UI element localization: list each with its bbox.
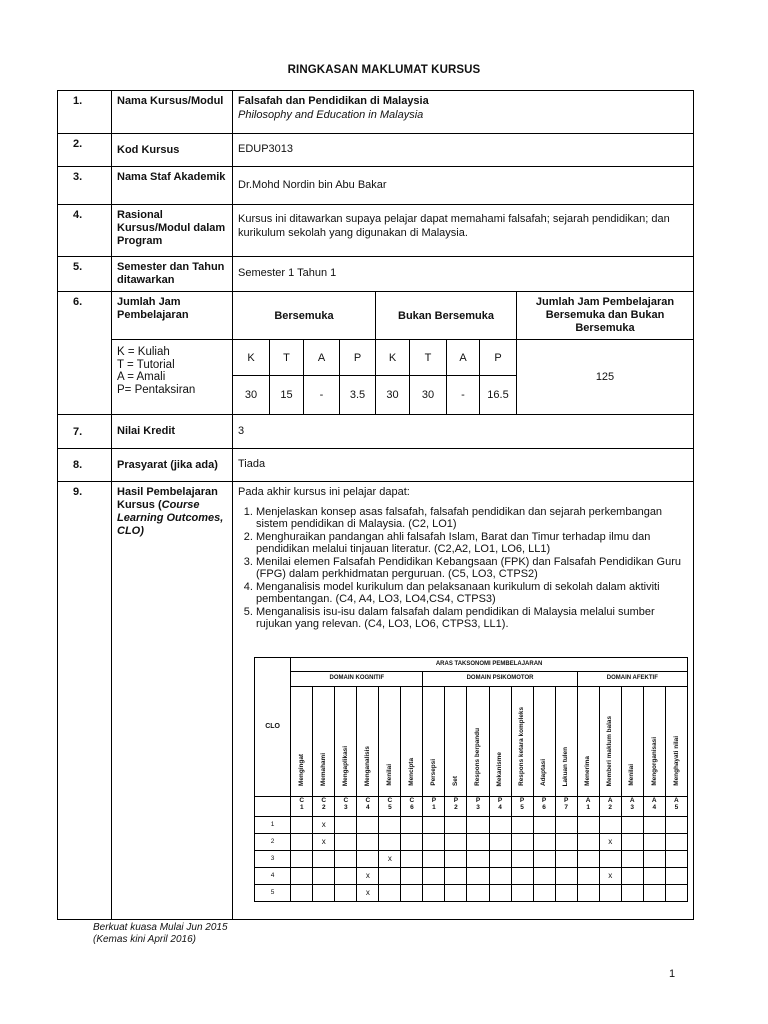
taxonomy-level — [577, 686, 599, 796]
row-label: Rasional Kursus/Modul dalam Program — [112, 205, 233, 257]
taxonomy-code — [555, 796, 577, 816]
taxonomy-row — [255, 833, 688, 850]
taxonomy-code-number: 3 — [630, 803, 635, 811]
credit-value: 3 — [233, 415, 694, 449]
row-number: 1. — [58, 91, 112, 134]
taxonomy-code-number: 3 — [344, 803, 348, 811]
clo-item: 5. Menganalisis isu-isu dalam falsafah dalam pendidikan di Malaysia melalui sumber rujukan yang relevan. (C4, LO3, LO6, CTPS3, LL1). — [256, 606, 688, 631]
taxonomy-mark — [445, 850, 467, 867]
taxonomy-level-label: Persepsi — [430, 759, 438, 786]
taxonomy-level-label: Menganalisis — [364, 745, 372, 786]
taxonomy-code-letter: P — [563, 796, 569, 804]
taxonomy-code-number: 2 — [454, 803, 458, 811]
taxonomy-level-label: Adaptasi — [540, 759, 548, 786]
taxonomy-mark — [291, 867, 313, 884]
taxonomy-code — [599, 796, 621, 816]
prerequisite-value: Tiada — [233, 449, 694, 482]
taxonomy-level-label: Set — [452, 776, 460, 786]
row-clo — [58, 482, 694, 920]
row-number: 3. — [58, 167, 112, 205]
taxonomy-mark — [665, 816, 687, 833]
taxonomy-mark — [533, 884, 555, 901]
taxonomy-mark — [467, 884, 489, 901]
taxonomy-mark — [467, 850, 489, 867]
taxonomy-level — [533, 686, 555, 796]
taxonomy-mark — [665, 867, 687, 884]
taxonomy-mark — [335, 884, 357, 901]
course-name-malay: Falsafah dan Pendidikan di Malaysia — [238, 95, 429, 107]
bersemuka-header: Bersemuka — [233, 292, 376, 340]
taxonomy-mark: x — [313, 833, 335, 850]
clo-item: 1. Menjelaskan konsep asas falsafah, falsafah pendidikan dan sejarah perkembangan sistem pendidikan di Malaysia. (C2, LO1) — [256, 506, 688, 531]
taxonomy-mark — [599, 816, 621, 833]
taxonomy-mark — [445, 867, 467, 884]
taxonomy-code — [577, 796, 599, 816]
row-semester — [58, 257, 694, 292]
taxonomy-code-letter: C — [343, 796, 349, 804]
row-label: Nilai Kredit — [112, 415, 233, 449]
taxonomy-code-number: 1 — [299, 803, 304, 811]
taxonomy-level-label: Lakuan tulen — [562, 746, 570, 786]
taxonomy-code-letter: C — [321, 796, 327, 804]
taxonomy-mark — [599, 850, 621, 867]
row-number: 5. — [58, 257, 112, 292]
taxonomy-code — [313, 796, 335, 816]
taxonomy-mark — [621, 833, 643, 850]
taxonomy-mark — [489, 884, 511, 901]
row-number: 6. — [58, 292, 112, 415]
taxonomy-row — [255, 850, 688, 867]
legend-pentaksiran: P= Pentaksiran — [117, 383, 196, 396]
taxonomy-code-number: 1 — [432, 803, 436, 811]
taxonomy-mark — [401, 884, 423, 901]
row-label: Jumlah Jam Pembelajaran — [112, 292, 233, 340]
hour-value: 16.5 — [480, 376, 517, 415]
taxonomy-code-number: 1 — [586, 803, 590, 811]
taxonomy-level-label: Mengingat — [298, 754, 305, 786]
taxonomy-level-label: Menerima — [584, 756, 592, 786]
row-label: Nama Staf Akademik — [112, 167, 233, 205]
taxonomy-level — [313, 686, 335, 796]
course-name-english: Philosophy and Education in Malaysia — [238, 108, 424, 121]
legend-amali: A = Amali — [117, 371, 166, 383]
clo-item: 4. Menganalisis model kurikulum dan pelaksanaan kurikulum di sekolah dalam aktiviti pembentangan. (C4, A4, LO3, LO4,CS4, CTPS3) — [256, 581, 688, 606]
taxonomy-mark — [489, 833, 511, 850]
taxonomy-mark — [577, 850, 599, 867]
taxonomy-mark — [621, 850, 643, 867]
taxonomy-mark: x — [599, 867, 621, 884]
taxonomy-level-label: Menilai — [386, 764, 394, 786]
taxonomy-mark — [291, 816, 313, 833]
row-number: 9. — [58, 482, 112, 920]
taxonomy-code — [357, 796, 379, 816]
taxonomy-mark — [423, 850, 445, 867]
hour-code: A — [304, 340, 340, 376]
taxonomy-mark — [467, 867, 489, 884]
taxonomy-mark — [665, 884, 687, 901]
taxonomy-mark — [577, 867, 599, 884]
taxonomy-code — [423, 796, 445, 816]
taxonomy-clo-number: 5 — [255, 884, 291, 901]
course-code-value: EDUP3013 — [233, 134, 694, 167]
taxonomy-level — [665, 686, 687, 796]
legend-kuliah: K = Kuliah — [117, 346, 170, 358]
taxonomy-mark — [423, 884, 445, 901]
taxonomy-mark — [423, 816, 445, 833]
taxonomy-mark — [555, 867, 577, 884]
taxonomy-code — [533, 796, 555, 816]
taxonomy-mark — [379, 833, 401, 850]
taxonomy-level — [291, 686, 313, 796]
taxonomy-mark — [555, 884, 577, 901]
legend-tutorial: T = Tutorial — [117, 358, 175, 371]
academic-staff-value: Dr.Mohd Nordin bin Abu Bakar — [233, 167, 694, 205]
taxonomy-mark — [511, 867, 533, 884]
taxonomy-level-label: Mencipta — [408, 758, 416, 786]
taxonomy-mark — [577, 833, 599, 850]
taxonomy-clo-number: 2 — [255, 833, 291, 850]
hour-code: A — [447, 340, 480, 376]
taxonomy-mark — [445, 816, 467, 833]
taxonomy-code-number: 5 — [520, 803, 524, 811]
taxonomy-mark — [291, 833, 313, 850]
taxonomy-mark: x — [357, 884, 379, 901]
taxonomy-mark — [335, 833, 357, 850]
taxonomy-code-number: 6 — [410, 803, 414, 811]
taxonomy-level — [423, 686, 445, 796]
taxonomy-row — [255, 884, 688, 901]
taxonomy-code — [335, 796, 357, 816]
taxonomy-mark — [577, 884, 599, 901]
taxonomy-mark — [643, 850, 665, 867]
taxonomy-title: ARAS TAKSONOMI PEMBELAJARAN — [291, 657, 688, 672]
taxonomy-mark — [643, 816, 665, 833]
row-label: Prasyarat (jika ada) — [112, 449, 233, 482]
row-number: 4. — [58, 205, 112, 257]
page-number: 1 — [669, 968, 676, 980]
clo-item: 2. Menghuraikan pandangan ahli falsafah Islam, Barat dan Timur terhadap ilmu dan pendidikan melalui tinjauan literatur. (C2,A2, LO1, LO6, LL1) — [256, 531, 688, 556]
taxonomy-row — [255, 867, 688, 884]
taxonomy-code — [489, 796, 511, 816]
taxonomy-mark — [401, 850, 423, 867]
rationale-value: Kursus ini ditawarkan supaya pelajar dapat memahami falsafah; sejarah pendidikan; dan kurikulum sekolah yang digunakan di Malaysia. — [233, 205, 694, 257]
taxonomy-code-letter: A — [607, 796, 613, 804]
taxonomy-code — [379, 796, 401, 816]
taxonomy-code — [291, 796, 313, 816]
taxonomy-level — [335, 686, 357, 796]
taxonomy-code-number: 2 — [608, 803, 612, 811]
hour-value: 30 — [233, 376, 270, 415]
clo-list — [238, 506, 688, 631]
taxonomy-code — [445, 796, 467, 816]
taxonomy-mark — [379, 884, 401, 901]
taxonomy-code-number: 3 — [476, 803, 480, 811]
taxonomy-mark: x — [599, 833, 621, 850]
document-title: RINGKASAN MAKLUMAT KURSUS — [287, 64, 481, 76]
taxonomy-mark — [511, 884, 533, 901]
taxonomy-code-letter: P — [431, 796, 437, 804]
row-number: 8. — [58, 449, 112, 482]
taxonomy-code-number: 5 — [674, 803, 679, 811]
footer-effective-date: Berkuat kuasa Mulai Jun 2015 — [93, 922, 228, 933]
taxonomy-mark: x — [357, 867, 379, 884]
taxonomy-level-label: Mekanisme — [496, 751, 504, 786]
clo-item: 3. Menilai elemen Falsafah Pendidikan Kebangsaan (FPK) dan Falsafah Pendidikan Guru (FPG) dalam perkhidmatan perguruan. (C5, LO3, CTPS2) — [256, 556, 688, 581]
taxonomy-mark — [533, 850, 555, 867]
clo-column-header: CLO — [255, 657, 291, 796]
taxonomy-clo-number: 1 — [255, 816, 291, 833]
taxonomy-mark — [665, 833, 687, 850]
taxonomy-code-number: 4 — [498, 803, 502, 811]
taxonomy-mark — [533, 833, 555, 850]
taxonomy-level — [621, 686, 643, 796]
domain-psikomotor: DOMAIN PSIKOMOTOR — [423, 672, 577, 687]
taxonomy-mark — [511, 850, 533, 867]
taxonomy-mark — [313, 884, 335, 901]
taxonomy-level — [401, 686, 423, 796]
row-label: Nama Kursus/Modul — [112, 91, 233, 134]
taxonomy-mark — [555, 833, 577, 850]
taxonomy-level — [467, 686, 489, 796]
taxonomy-level — [599, 686, 621, 796]
taxonomy-code-letter: P — [519, 796, 525, 804]
taxonomy-mark — [313, 867, 335, 884]
total-hours-value: 125 — [517, 340, 694, 415]
course-summary-table — [57, 90, 694, 920]
semester-value: Semester 1 Tahun 1 — [233, 257, 694, 292]
taxonomy-code-letter: P — [475, 796, 481, 804]
taxonomy-code-letter: C — [299, 796, 305, 804]
taxonomy-mark — [511, 816, 533, 833]
taxonomy-mark — [621, 867, 643, 884]
footer-revision-date: (Kemas kini April 2016) — [93, 934, 197, 945]
taxonomy-clo-number: 4 — [255, 867, 291, 884]
row-prerequisite — [58, 449, 694, 482]
taxonomy-mark — [423, 867, 445, 884]
taxonomy-code-letter: P — [497, 796, 503, 804]
hour-value: - — [304, 376, 340, 415]
taxonomy-code — [467, 796, 489, 816]
row-label: Kod Kursus — [112, 134, 233, 167]
taxonomy-table — [254, 657, 688, 902]
taxonomy-mark — [577, 816, 599, 833]
taxonomy-mark — [467, 833, 489, 850]
taxonomy-mark — [335, 816, 357, 833]
taxonomy-mark — [445, 833, 467, 850]
taxonomy-mark — [467, 816, 489, 833]
taxonomy-code — [621, 796, 643, 816]
taxonomy-mark — [357, 833, 379, 850]
hour-code: T — [270, 340, 304, 376]
hour-value: 3.5 — [340, 376, 376, 415]
row-credit — [58, 415, 694, 449]
taxonomy-level — [511, 686, 533, 796]
hour-code: K — [233, 340, 270, 376]
taxonomy-level-label: Respons berpandu — [474, 728, 482, 786]
taxonomy-mark — [489, 816, 511, 833]
taxonomy-level — [357, 686, 379, 796]
taxonomy-mark — [291, 884, 313, 901]
hour-value: 30 — [376, 376, 410, 415]
taxonomy-level — [555, 686, 577, 796]
taxonomy-mark — [335, 867, 357, 884]
hour-value: - — [447, 376, 480, 415]
taxonomy-code — [401, 796, 423, 816]
hour-value: 30 — [410, 376, 447, 415]
row-academic-staff — [58, 167, 694, 205]
taxonomy-code — [643, 796, 665, 816]
taxonomy-mark — [423, 833, 445, 850]
taxonomy-code-letter: A — [585, 796, 591, 804]
taxonomy-code — [665, 796, 687, 816]
hour-code: T — [410, 340, 447, 376]
taxonomy-level-label: Memberi maklum balas — [606, 715, 614, 786]
taxonomy-code-number: 2 — [321, 803, 326, 811]
bukan-bersemuka-header: Bukan Bersemuka — [376, 292, 517, 340]
taxonomy-level-label: Memahami — [320, 752, 328, 786]
taxonomy-code-letter: A — [629, 796, 635, 804]
taxonomy-code-letter: P — [541, 796, 547, 804]
row-learning-hours-codes — [58, 340, 694, 376]
taxonomy-row — [255, 816, 688, 833]
taxonomy-code — [511, 796, 533, 816]
taxonomy-code-letter: C — [409, 796, 415, 804]
row-label: Semester dan Tahun ditawarkan — [112, 257, 233, 292]
taxonomy-mark — [511, 833, 533, 850]
taxonomy-mark — [401, 816, 423, 833]
taxonomy-mark — [489, 867, 511, 884]
taxonomy-mark — [489, 850, 511, 867]
taxonomy-mark — [379, 816, 401, 833]
taxonomy-code-letter: A — [651, 796, 657, 804]
row-course-name — [58, 91, 694, 134]
taxonomy-code-number: 7 — [564, 803, 568, 811]
row-course-code — [58, 134, 694, 167]
footer-note — [93, 922, 228, 946]
taxonomy-mark: x — [313, 816, 335, 833]
taxonomy-mark — [401, 833, 423, 850]
taxonomy-mark — [621, 884, 643, 901]
hour-code: P — [340, 340, 376, 376]
row-number: 2. — [58, 134, 112, 167]
hour-value: 15 — [270, 376, 304, 415]
taxonomy-mark — [445, 884, 467, 901]
row-rationale — [58, 205, 694, 257]
taxonomy-level-label: Menghayati nilai — [672, 736, 680, 786]
taxonomy-mark — [665, 850, 687, 867]
taxonomy-code-letter: C — [365, 796, 371, 804]
clo-intro: Pada akhir kursus ini pelajar dapat: — [238, 486, 410, 498]
taxonomy-code-number: 4 — [366, 803, 370, 811]
taxonomy-code-letter: A — [674, 796, 679, 804]
total-hours-header: Jumlah Jam Pembelajaran Bersemuka dan Bukan Bersemuka — [517, 292, 694, 340]
domain-afektif: DOMAIN AFEKTIF — [577, 672, 687, 687]
domain-kognitif: DOMAIN KOGNITIF — [291, 672, 423, 687]
taxonomy-code-number: 6 — [542, 803, 546, 811]
taxonomy-level — [643, 686, 665, 796]
taxonomy-mark — [643, 867, 665, 884]
hour-code: K — [376, 340, 410, 376]
taxonomy-mark — [555, 850, 577, 867]
taxonomy-mark — [599, 884, 621, 901]
clo-label-english: Course Learning Outcomes, CLO) — [117, 499, 224, 537]
taxonomy-mark — [401, 867, 423, 884]
taxonomy-code-number: 4 — [652, 803, 657, 811]
taxonomy-level-label: Respons ketara kompleks — [518, 707, 526, 786]
taxonomy-mark: x — [379, 850, 401, 867]
taxonomy-mark — [357, 850, 379, 867]
taxonomy-mark — [621, 816, 643, 833]
taxonomy-mark — [357, 816, 379, 833]
taxonomy-level — [445, 686, 467, 796]
taxonomy-clo-number: 3 — [255, 850, 291, 867]
hour-code: P — [480, 340, 517, 376]
taxonomy-level-label: Mengaplikasi — [342, 745, 350, 786]
clo-label: Hasil Pembelajaran Kursus ( — [117, 486, 218, 511]
taxonomy-mark — [555, 816, 577, 833]
taxonomy-mark — [313, 850, 335, 867]
taxonomy-mark — [379, 867, 401, 884]
taxonomy-level-label: Mengorganisasi — [650, 737, 658, 786]
taxonomy-code-number: 5 — [388, 803, 392, 811]
taxonomy-level-label: Menilai — [628, 764, 636, 786]
taxonomy-code-letter: P — [453, 796, 459, 804]
taxonomy-level — [379, 686, 401, 796]
taxonomy-level — [489, 686, 511, 796]
taxonomy-mark — [643, 833, 665, 850]
taxonomy-mark — [533, 816, 555, 833]
taxonomy-mark — [291, 850, 313, 867]
row-learning-hours-header — [58, 292, 694, 340]
row-number: 7. — [58, 415, 112, 449]
taxonomy-mark — [643, 884, 665, 901]
taxonomy-mark — [533, 867, 555, 884]
taxonomy-mark — [335, 850, 357, 867]
taxonomy-code-letter: C — [387, 796, 393, 804]
